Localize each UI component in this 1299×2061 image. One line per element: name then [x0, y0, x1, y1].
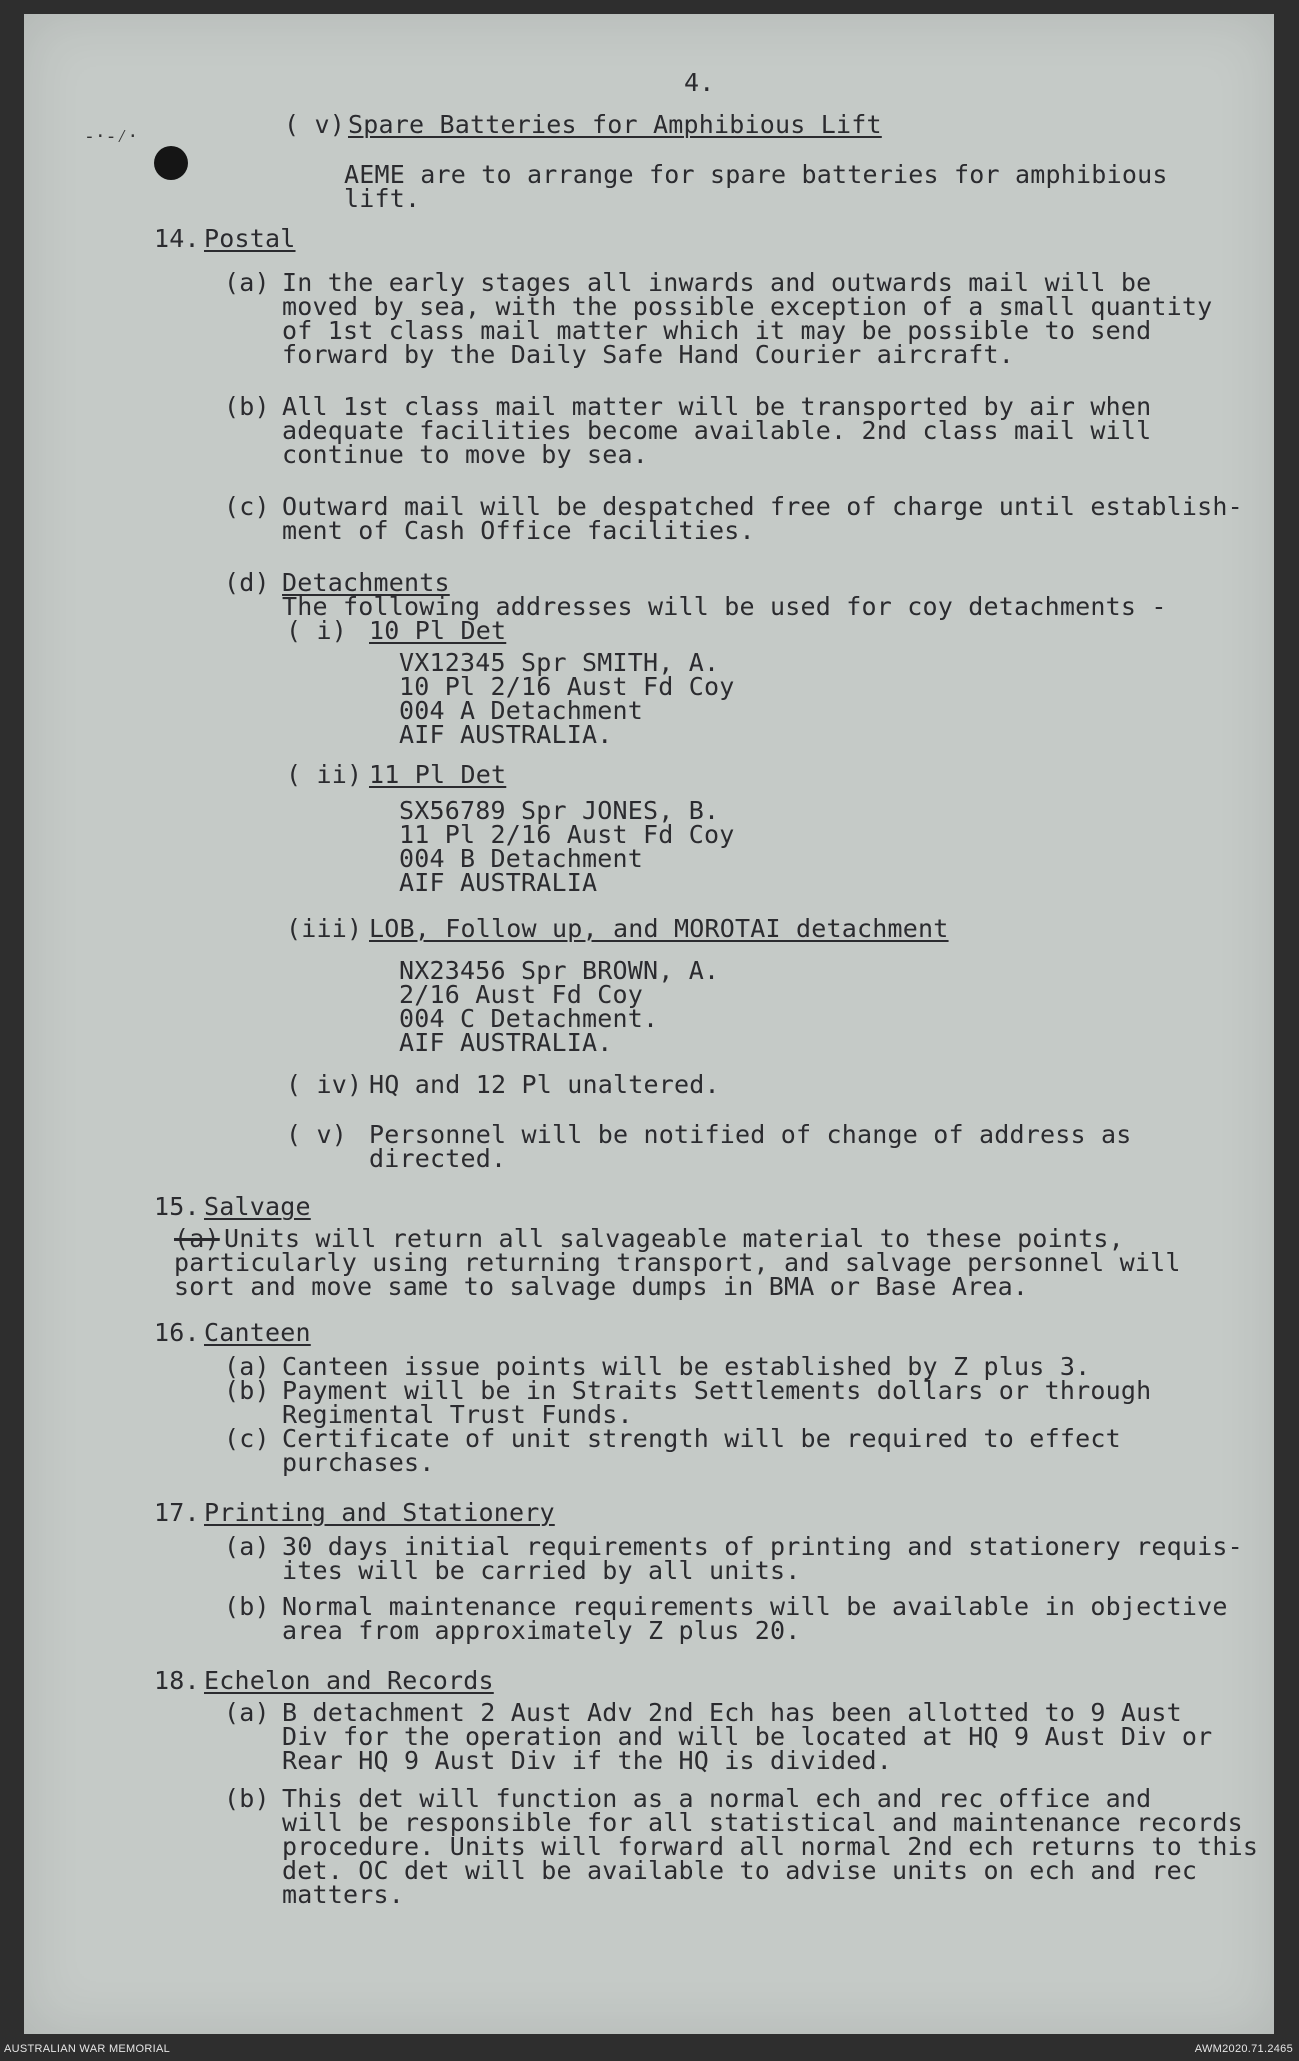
echelon-a-line: Rear HQ 9 Aust Div if the HQ is divided. [282, 1746, 893, 1775]
postal-a-line: forward by the Daily Safe Hand Courier aircraft. [282, 340, 1015, 369]
batteries-marker: ( v) [284, 110, 346, 139]
ink-mark: -·-⁄· [84, 126, 139, 147]
postal-a-line: moved by sea, with the possible exception of a small quantity [282, 292, 1213, 321]
detachments-intro: The following addresses will be used for coy detachments - [282, 592, 1167, 621]
section-17-heading: Printing and Stationery [204, 1498, 555, 1527]
section-18-heading: Echelon and Records [204, 1666, 494, 1695]
echelon-a-marker: (a) [224, 1698, 270, 1727]
salvage-line: Units will return all salvageable material to these points, [224, 1224, 1124, 1253]
salvage-line: sort and move same to salvage dumps in BMA or Base Area. [174, 1272, 1029, 1301]
batteries-body-line: AEME are to arrange for spare batteries for amphibious [344, 160, 1168, 189]
printing-a-marker: (a) [224, 1532, 270, 1561]
section-16-number: 16. [154, 1318, 200, 1347]
document-page [24, 14, 1274, 2034]
section-17-number: 17. [154, 1498, 200, 1527]
echelon-b-line: procedure. Units will forward all normal 2nd ech returns to this [282, 1832, 1259, 1861]
salvage-struck-marker: (a) [174, 1224, 220, 1253]
address-line: VX12345 Spr SMITH, A. [399, 648, 720, 677]
canteen-a-marker: (a) [224, 1352, 270, 1381]
detachment-i-heading: 10 Pl Det [369, 616, 507, 645]
postal-d-marker: (d) [224, 568, 270, 597]
postal-a-line: In the early stages all inwards and outwards mail will be [282, 268, 1152, 297]
batteries-body-line: lift. [344, 184, 421, 213]
postal-b-line: continue to move by sea. [282, 440, 649, 469]
address-line: 004 A Detachment [399, 696, 644, 725]
canteen-b-line: Regimental Trust Funds. [282, 1400, 633, 1429]
postal-b-marker: (b) [224, 392, 270, 421]
detachment-v-line: Personnel will be notified of change of address as [369, 1120, 1132, 1149]
address-line: 004 B Detachment [399, 844, 644, 873]
canteen-c-line: Certificate of unit strength will be required to effect [282, 1424, 1121, 1453]
printing-a-line: ites will be carried by all units. [282, 1556, 801, 1585]
footer-institution: AUSTRALIAN WAR MEMORIAL [4, 2043, 171, 2055]
postal-b-line: adequate facilities become available. 2nd class mail will [282, 416, 1152, 445]
address-line: SX56789 Spr JONES, B. [399, 796, 720, 825]
postal-c-marker: (c) [224, 492, 270, 521]
section-14-heading: Postal [204, 224, 296, 253]
address-line: AIF AUSTRALIA. [399, 720, 613, 749]
footer-reference: AWM2020.71.2465 [1194, 2043, 1293, 2055]
postal-a-marker: (a) [224, 268, 270, 297]
canteen-c-marker: (c) [224, 1424, 270, 1453]
postal-a-line: of 1st class mail matter which it may be possible to send [282, 316, 1152, 345]
detachment-v-line: directed. [369, 1144, 507, 1173]
salvage-line: particularly using returning transport, and salvage personnel will [174, 1248, 1181, 1277]
address-line: NX23456 Spr BROWN, A. [399, 956, 720, 985]
printing-b-line: Normal maintenance requirements will be available in objective [282, 1592, 1228, 1621]
detachment-iv-marker: ( iv) [286, 1070, 363, 1099]
echelon-a-line: B detachment 2 Aust Adv 2nd Ech has been allotted to 9 Aust [282, 1698, 1182, 1727]
echelon-b-line: det. OC det will be available to advise units on ech and rec [282, 1856, 1198, 1885]
detachments-heading: Detachments [282, 568, 450, 597]
section-15-heading: Salvage [204, 1192, 311, 1221]
page-number: 4. [684, 68, 715, 97]
address-line: AIF AUSTRALIA. [399, 1028, 613, 1057]
canteen-b-marker: (b) [224, 1376, 270, 1405]
detachment-v-marker: ( v) [286, 1120, 348, 1149]
address-line: AIF AUSTRALIA [399, 868, 598, 897]
printing-b-marker: (b) [224, 1592, 270, 1621]
postal-c-line: Outward mail will be despatched free of charge until establish- [282, 492, 1243, 521]
echelon-a-line: Div for the operation and will be located at HQ 9 Aust Div or [282, 1722, 1213, 1751]
detachment-ii-marker: ( ii) [286, 760, 363, 789]
batteries-heading: Spare Batteries for Amphibious Lift [348, 110, 882, 139]
detachment-ii-heading: 11 Pl Det [369, 760, 507, 789]
detachment-i-marker: ( i) [286, 616, 348, 645]
echelon-b-marker: (b) [224, 1784, 270, 1813]
address-line: 2/16 Aust Fd Coy [399, 980, 644, 1009]
section-14-number: 14. [154, 224, 200, 253]
section-15-number: 15. [154, 1192, 200, 1221]
address-line: 11 Pl 2/16 Aust Fd Coy [399, 820, 735, 849]
echelon-b-line: will be responsible for all statistical and maintenance records [282, 1808, 1243, 1837]
canteen-c-line: purchases. [282, 1448, 435, 1477]
canteen-a-line: Canteen issue points will be established by Z plus 3. [282, 1352, 1091, 1381]
postal-c-line: ment of Cash Office facilities. [282, 516, 755, 545]
detachment-iii-heading: LOB, Follow up, and MOROTAI detachment [369, 914, 949, 943]
detachment-iv-text: HQ and 12 Pl unaltered. [369, 1070, 720, 1099]
section-16-heading: Canteen [204, 1318, 311, 1347]
punch-hole [154, 146, 188, 180]
printing-b-line: area from approximately Z plus 20. [282, 1616, 801, 1645]
echelon-b-line: matters. [282, 1880, 405, 1909]
section-18-number: 18. [154, 1666, 200, 1695]
address-line: 004 C Detachment. [399, 1004, 659, 1033]
postal-b-line: All 1st class mail matter will be transported by air when [282, 392, 1152, 421]
detachment-iii-marker: (iii) [286, 914, 363, 943]
echelon-b-line: This det will function as a normal ech and rec office and [282, 1784, 1152, 1813]
printing-a-line: 30 days initial requirements of printing and stationery requis- [282, 1532, 1243, 1561]
canteen-b-line: Payment will be in Straits Settlements dollars or through [282, 1376, 1152, 1405]
address-line: 10 Pl 2/16 Aust Fd Coy [399, 672, 735, 701]
